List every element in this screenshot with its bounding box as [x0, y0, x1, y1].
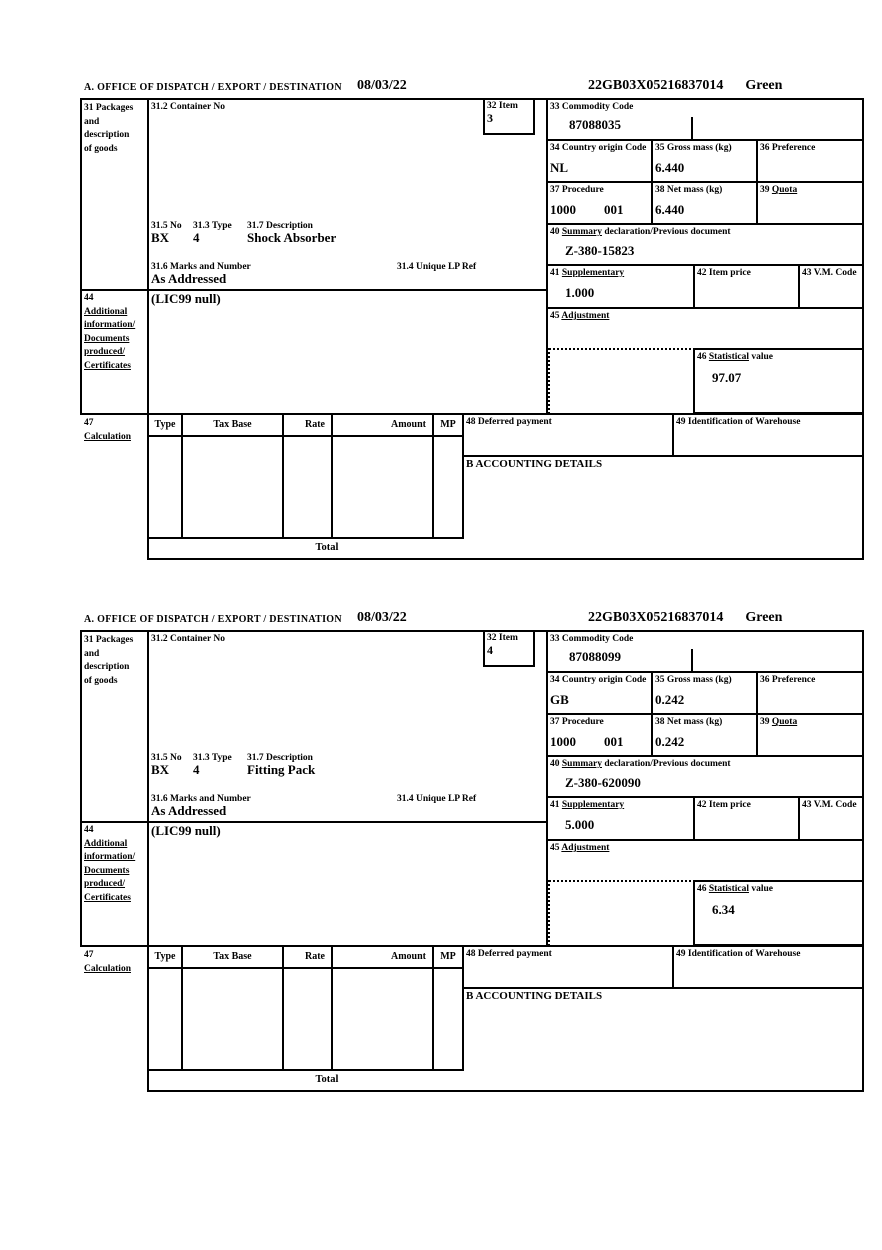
movement-reference-number: 22GB03X05216837014 [588, 78, 724, 93]
tax-cell-tax-base [181, 435, 284, 539]
field-31-packages-label: 31 Packages and description of goods [84, 103, 134, 154]
total-label: Total [315, 1074, 339, 1085]
field-47-calculation-label: 47 Calculation [84, 418, 131, 442]
package-type-value: 4 [193, 230, 200, 245]
country-origin-value: GB [550, 692, 569, 707]
field-31-packages-label: 31 Packages and description of goods [84, 635, 134, 686]
tax-header-tax-base: Tax Base [181, 413, 284, 437]
field-31-4-lp-ref-label: 31.4 Unique LP Ref [397, 262, 477, 272]
field-44-content-box [147, 289, 548, 415]
field-46-statistical-label: 46 Statistical value [697, 884, 773, 894]
item-number-value: 3 [487, 111, 493, 125]
field-47-calculation-label: 47 Calculation [84, 950, 131, 974]
total-row-top-border [147, 1069, 464, 1071]
field-41-supplementary-label: 41 Supplementary [550, 268, 625, 278]
field-31-3-type-label: 31.3 Type [193, 753, 232, 763]
field-33-commodity-label: 33 Commodity Code [550, 102, 634, 112]
field-37-procedure-label: 37 Procedure [550, 717, 604, 727]
statistical-area-dotted-left [548, 880, 550, 946]
item-number-value: 4 [487, 643, 493, 657]
tax-cell-amount [331, 435, 434, 539]
field-31-6-marks-label: 31.6 Marks and Number [151, 794, 251, 804]
previous-document-value: Z-380-15823 [565, 243, 635, 258]
field-44-content-box [147, 821, 548, 947]
tax-header-tax-base: Tax Base [181, 945, 284, 969]
accounting-details-label: B ACCOUNTING DETAILS [466, 990, 603, 1002]
field-48-deferred-label: 48 Deferred payment [466, 949, 552, 959]
field-35-gross-mass-label: 35 Gross mass (kg) [655, 675, 732, 685]
routing-status: Green [745, 78, 783, 93]
dispatch-date: 08/03/22 [357, 610, 407, 625]
field-49-warehouse-label: 49 Identification of Warehouse [676, 949, 801, 959]
country-origin-value: NL [550, 160, 569, 175]
tax-cell-mp [432, 435, 464, 539]
field-45-adjustment-label: 45 Adjustment [550, 843, 610, 853]
gross-mass-value: 0.242 [655, 692, 685, 707]
declaration-item-section [80, 610, 866, 1096]
field-39-quota-label: 39 Quota [760, 185, 798, 195]
dispatch-date: 08/03/22 [357, 78, 407, 93]
commodity-code-divider [691, 649, 693, 671]
net-mass-value: 6.440 [655, 202, 685, 217]
package-no-value: BX [151, 230, 170, 245]
declaration-item-section [80, 78, 866, 564]
field-47-top-border [80, 413, 149, 415]
marks-and-number-value: As Addressed [151, 271, 227, 286]
field-47-top-border [80, 945, 149, 947]
field-40-summary-label: 40 Summary declaration/Previous document [550, 759, 731, 769]
goods-description-value: Shock Absorber [247, 230, 337, 245]
movement-reference-number: 22GB03X05216837014 [588, 610, 724, 625]
field-40-summary-label: 40 Summary declaration/Previous document [550, 227, 731, 237]
field-38-net-mass-label: 38 Net mass (kg) [655, 185, 723, 195]
field-49-warehouse-label: 49 Identification of Warehouse [676, 417, 801, 427]
field-31-5-no-label: 31.5 No [151, 221, 182, 231]
field-46-statistical-label: 46 Statistical value [697, 352, 773, 362]
field-31-6-marks-label: 31.6 Marks and Number [151, 262, 251, 272]
commodity-code-divider [691, 117, 693, 139]
package-type-value: 4 [193, 762, 200, 777]
tax-header-amount: Amount [331, 413, 434, 437]
marks-and-number-value: As Addressed [151, 803, 227, 818]
field-35-gross-mass-label: 35 Gross mass (kg) [655, 143, 732, 153]
tax-header-rate: Rate [282, 413, 333, 437]
total-row-top-border [147, 537, 464, 539]
office-of-dispatch-label: A. OFFICE OF DISPATCH / EXPORT / DESTINATION [84, 82, 342, 93]
field-36-preference-label: 36 Preference [760, 675, 816, 685]
field-32-item-label: 32 Item [487, 633, 518, 643]
statistical-value: 97.07 [712, 370, 742, 385]
additional-information-value: (LIC99 null) [151, 291, 221, 306]
tax-header-mp: MP [432, 945, 464, 969]
field-34-country-label: 34 Country origin Code [550, 143, 647, 153]
field-43-vm-code-label: 43 V.M. Code [802, 268, 857, 278]
tax-cell-type [147, 435, 183, 539]
field-45-adjustment-label: 45 Adjustment [550, 311, 610, 321]
field-44-additional-label: 44 Additional information/ Documents produced/ Certificates [84, 293, 136, 371]
gross-mass-value: 6.440 [655, 160, 685, 175]
package-no-value: BX [151, 762, 170, 777]
tax-header-mp: MP [432, 413, 464, 437]
field-43-vm-code-label: 43 V.M. Code [802, 800, 857, 810]
field-42-item-price-label: 42 Item price [697, 268, 751, 278]
office-of-dispatch-label: A. OFFICE OF DISPATCH / EXPORT / DESTINATION [84, 614, 342, 625]
tax-cell-type [147, 967, 183, 1071]
field-33-commodity-label: 33 Commodity Code [550, 634, 634, 644]
accounting-details-label: B ACCOUNTING DETAILS [466, 458, 603, 470]
routing-status: Green [745, 610, 783, 625]
field-31-2-container-label: 31.2 Container No [151, 634, 225, 644]
field-44-additional-label: 44 Additional information/ Documents produced/ Certificates [84, 825, 136, 903]
supplementary-units-value: 5.000 [565, 817, 595, 832]
field-36-preference-label: 36 Preference [760, 143, 816, 153]
tax-header-type: Type [147, 413, 183, 437]
field-31-4-lp-ref-label: 31.4 Unique LP Ref [397, 794, 477, 804]
goods-description-value: Fitting Pack [247, 762, 316, 777]
tax-cell-amount [331, 967, 434, 1071]
field-39-quota-label: 39 Quota [760, 717, 798, 727]
statistical-area-dotted-top [546, 348, 695, 350]
declaration-reference [588, 78, 782, 94]
statistical-area-dotted-left [548, 348, 550, 414]
net-mass-value: 0.242 [655, 734, 685, 749]
commodity-code-value: 87088035 [569, 117, 621, 132]
field-41-supplementary-label: 41 Supplementary [550, 800, 625, 810]
field-42-item-price-label: 42 Item price [697, 800, 751, 810]
field-37-procedure-label: 37 Procedure [550, 185, 604, 195]
field-31-2-container-label: 31.2 Container No [151, 102, 225, 112]
field-32-item-label: 32 Item [487, 101, 518, 111]
field-31-7-description-label: 31.7 Description [247, 221, 313, 231]
field-31-3-type-label: 31.3 Type [193, 221, 232, 231]
field-31-7-description-label: 31.7 Description [247, 753, 313, 763]
field-34-country-label: 34 Country origin Code [550, 675, 647, 685]
field-38-net-mass-label: 38 Net mass (kg) [655, 717, 723, 727]
commodity-code-value: 87088099 [569, 649, 621, 664]
supplementary-units-value: 1.000 [565, 285, 595, 300]
tax-cell-tax-base [181, 967, 284, 1071]
total-label: Total [315, 542, 339, 553]
additional-information-value: (LIC99 null) [151, 823, 221, 838]
tax-cell-rate [282, 435, 333, 539]
tax-cell-rate [282, 967, 333, 1071]
declaration-reference [588, 610, 782, 626]
tax-header-type: Type [147, 945, 183, 969]
field-31-5-no-label: 31.5 No [151, 753, 182, 763]
field-48-deferred-label: 48 Deferred payment [466, 417, 552, 427]
tax-cell-mp [432, 967, 464, 1071]
tax-header-rate: Rate [282, 945, 333, 969]
statistical-value: 6.34 [712, 902, 735, 917]
procedure-value: 1000 001 [550, 202, 624, 217]
tax-header-amount: Amount [331, 945, 434, 969]
procedure-value: 1000 001 [550, 734, 624, 749]
previous-document-value: Z-380-620090 [565, 775, 641, 790]
statistical-area-dotted-top [546, 880, 695, 882]
